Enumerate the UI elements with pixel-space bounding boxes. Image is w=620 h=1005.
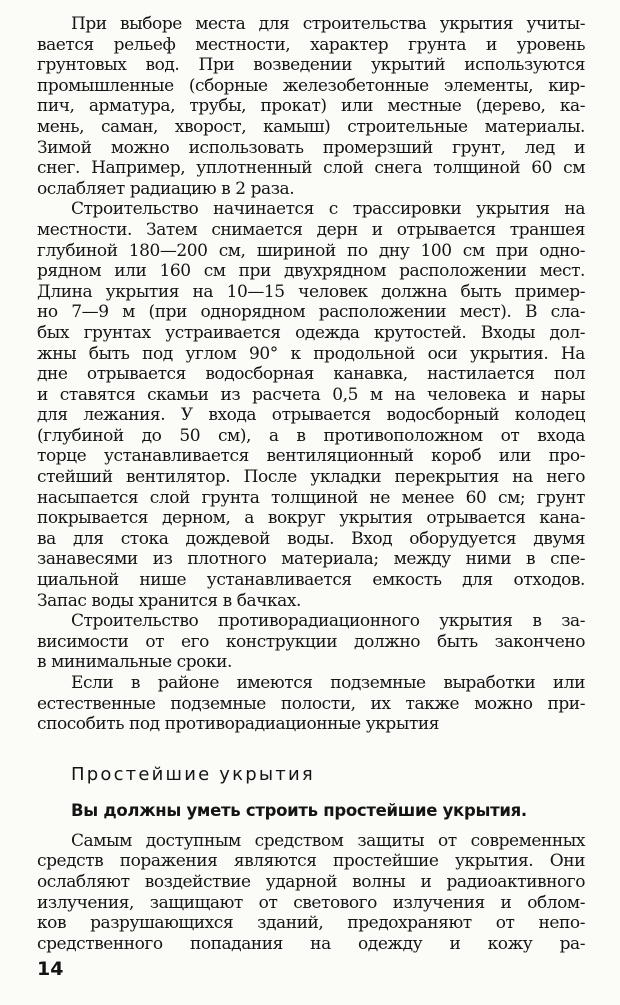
text-line: но 7—9 м (при однорядном расположении мест). В сла-: [37, 302, 585, 323]
text-line: и ставятся скамьи из расчета 0,5 м на человека и нары: [37, 384, 585, 405]
text-line: занавесями из плотного материала; между ними в спе-: [37, 549, 585, 570]
text-line: (глубиной до 50 см), а в противоположном от входа: [37, 425, 585, 446]
text-line: рядном или 160 см при двухрядном расположении мест.: [37, 261, 585, 282]
text-line: висимости от его конструкции должно быть закончено: [37, 631, 585, 652]
text-line: средственного попадания на одежду и кожу ра-: [37, 933, 585, 954]
text-line: жны быть под углом 90° к продольной оси укрытия. На: [37, 343, 585, 364]
text-line: промышленные (сборные железобетонные элементы, кир-: [37, 75, 585, 96]
text-line: способить под противорадиационные укрытия: [37, 714, 440, 735]
text-line: вается рельеф местности, характер грунта и уровень: [37, 34, 585, 55]
text-line: снег. Например, уплотненный слой снега толщиной 60 см: [37, 158, 585, 179]
text-line: бых грунтах устраивается одежда крутостей. Входы дол-: [37, 322, 585, 343]
text-line: Строительство начинается с трассировки укрытия на: [71, 199, 585, 220]
text-line: ослабляет радиацию в 2 раза.: [37, 178, 295, 199]
page-text: [37, 14, 585, 954]
text-line: средств поражения являются простейшие укрытия. Они: [37, 851, 585, 872]
section-title: Простейшие укрытия: [71, 763, 315, 785]
text-line: пич, арматура, трубы, прокат) или местные (дерево, ка-: [37, 96, 585, 117]
text-line: Самым доступным средством защиты от современных: [71, 830, 585, 851]
text-line: естественные подземные полости, их также можно при-: [37, 693, 585, 714]
text-line: Строительство противорадиационного укрытия в за-: [71, 611, 585, 632]
text-line: местности. Затем снимается дерн и отрывается траншея: [37, 219, 585, 240]
text-line: ков разрушающихся зданий, предохраняют от непо-: [37, 913, 585, 934]
paragraph-site-selection: [37, 14, 585, 199]
text-line: Запас воды хранится в бачках.: [37, 590, 301, 611]
lead-sentence: Вы должны уметь строить простейшие укрытия.: [71, 800, 527, 820]
text-line: покрывается дерном, а вокруг укрытия отрывается кана-: [37, 508, 585, 529]
text-line: стейший вентилятор. После укладки перекрытия на него: [37, 467, 585, 488]
text-line: Если в районе имеются подземные выработки или: [71, 673, 585, 693]
paragraph-underground: [37, 673, 585, 735]
page-number: 14: [37, 958, 64, 980]
text-line: циальной нише устанавливается емкость для отходов.: [37, 570, 585, 591]
text-line: грунтовых вод. При возведении укрытий используются: [37, 55, 585, 76]
text-line: излучения, защищают от светового излучения и облом-: [37, 892, 585, 913]
text-line: ва для стока дождевой воды. Вход оборудуется двумя: [37, 528, 585, 549]
text-line: в минимальные сроки.: [37, 652, 232, 673]
text-line: торце устанавливается вентиляционный короб или про-: [37, 446, 585, 467]
paragraph-construction: [37, 199, 585, 611]
text-line: насыпается слой грунта толщиной не менее 60 см; грунт: [37, 487, 585, 508]
text-line: для лежания. У входа отрывается водосборный колодец: [37, 405, 585, 426]
text-line: Зимой можно использовать промерзший грунт, лед и: [37, 137, 585, 158]
text-line: При выборе места для строительства укрытия учиты-: [71, 14, 585, 34]
paragraph-simple-shelters: [37, 831, 585, 955]
text-line: глубиной 180—200 см, шириной по дну 100 см при одно-: [37, 240, 585, 261]
text-line: Длина укрытия на 10—15 человек должна быть пример-: [37, 281, 585, 302]
paragraph-deadline: [37, 611, 585, 673]
text-line: ослабляют воздействие ударной волны и радиоактивного: [37, 871, 585, 892]
text-line: дне отрывается водосборная канавка, настилается пол: [37, 364, 585, 385]
text-line: мень, саман, хворост, камыш) строительные материалы.: [37, 116, 585, 137]
